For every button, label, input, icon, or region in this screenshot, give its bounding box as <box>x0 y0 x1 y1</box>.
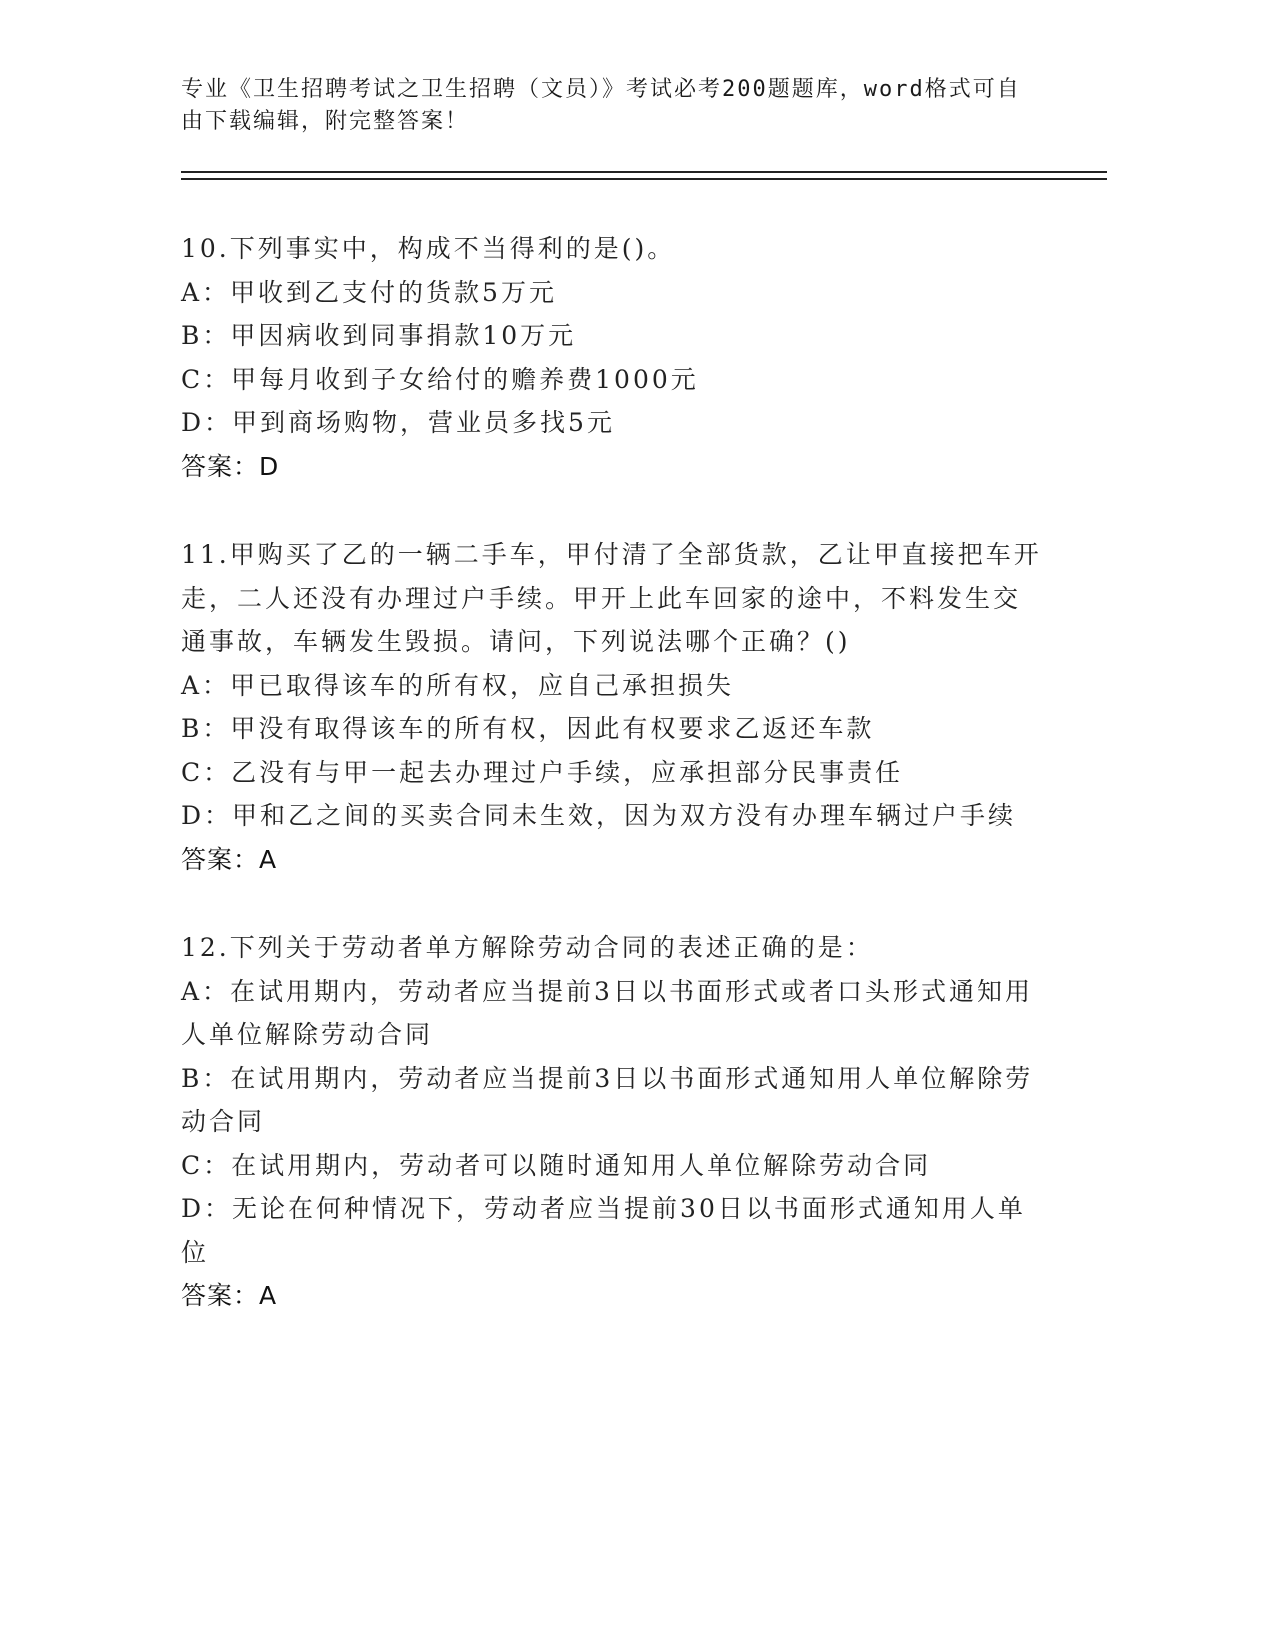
option-a: A：甲收到乙支付的货款5万元 <box>181 277 557 307</box>
question-list <box>181 227 1051 1363</box>
question-stem-line-1: 11.甲购买了乙的一辆二手车，甲付清了全部货款，乙让甲直接把车开 <box>181 540 1042 569</box>
header-divider-top <box>181 171 1107 173</box>
header-line-1: 专业《卫生招聘考试之卫生招聘（文员）》考试必考200题题库，word格式可自 <box>181 77 1021 102</box>
header-divider-bottom <box>181 178 1107 180</box>
header-line-2: 由下载编辑，附完整答案！ <box>181 109 470 134</box>
option-b-line-2: 动合同 <box>181 1107 266 1136</box>
option-a: A：甲已取得该车的所有权，应自己承担损失 <box>181 670 735 700</box>
question-stem: 10.下列事实中，构成不当得利的是()。 <box>181 234 676 263</box>
question-12 <box>181 926 1051 1318</box>
answer-label: 答案：D <box>181 451 280 481</box>
option-c: C：乙没有与甲一起去办理过户手续，应承担部分民事责任 <box>181 757 904 787</box>
option-c: C：在试用期内，劳动者可以随时通知用人单位解除劳动合同 <box>181 1150 932 1180</box>
answer-label: 答案：A <box>181 844 278 874</box>
option-d-line-1: D：无论在何种情况下，劳动者应当提前30日以书面形式通知用人单 <box>181 1194 1026 1223</box>
option-b-line-1: B：在试用期内，劳动者应当提前3日以书面形式通知用人单位解除劳 <box>181 1063 1034 1093</box>
option-b: B：甲因病收到同事捐款10万元 <box>181 321 577 350</box>
option-a-line-1: A：在试用期内，劳动者应当提前3日以书面形式或者口头形式通知用 <box>181 976 1033 1006</box>
option-d-line-2: 位 <box>181 1237 210 1267</box>
question-stem-line-2: 走，二人还没有办理过户手续。甲开上此车回家的途中，不料发生交 <box>181 583 1022 613</box>
question-10 <box>181 227 1051 488</box>
question-stem: 12.下列关于劳动者单方解除劳动合同的表述正确的是： <box>181 933 874 962</box>
question-stem-line-3: 通事故，车辆发生毁损。请问，下列说法哪个正确？() <box>181 627 851 656</box>
answer-label: 答案：A <box>181 1281 278 1310</box>
question-11 <box>181 533 1051 881</box>
option-b: B：甲没有取得该车的所有权，因此有权要求乙返还车款 <box>181 714 875 743</box>
document-header <box>181 74 1081 138</box>
option-d: D：甲和乙之间的买卖合同未生效，因为双方没有办理车辆过户手续 <box>181 801 1017 830</box>
option-a-line-2: 人单位解除劳动合同 <box>181 1020 434 1049</box>
option-d: D：甲到商场购物，营业员多找5元 <box>181 408 615 437</box>
option-c: C：甲每月收到子女给付的赡养费1000元 <box>181 364 699 394</box>
